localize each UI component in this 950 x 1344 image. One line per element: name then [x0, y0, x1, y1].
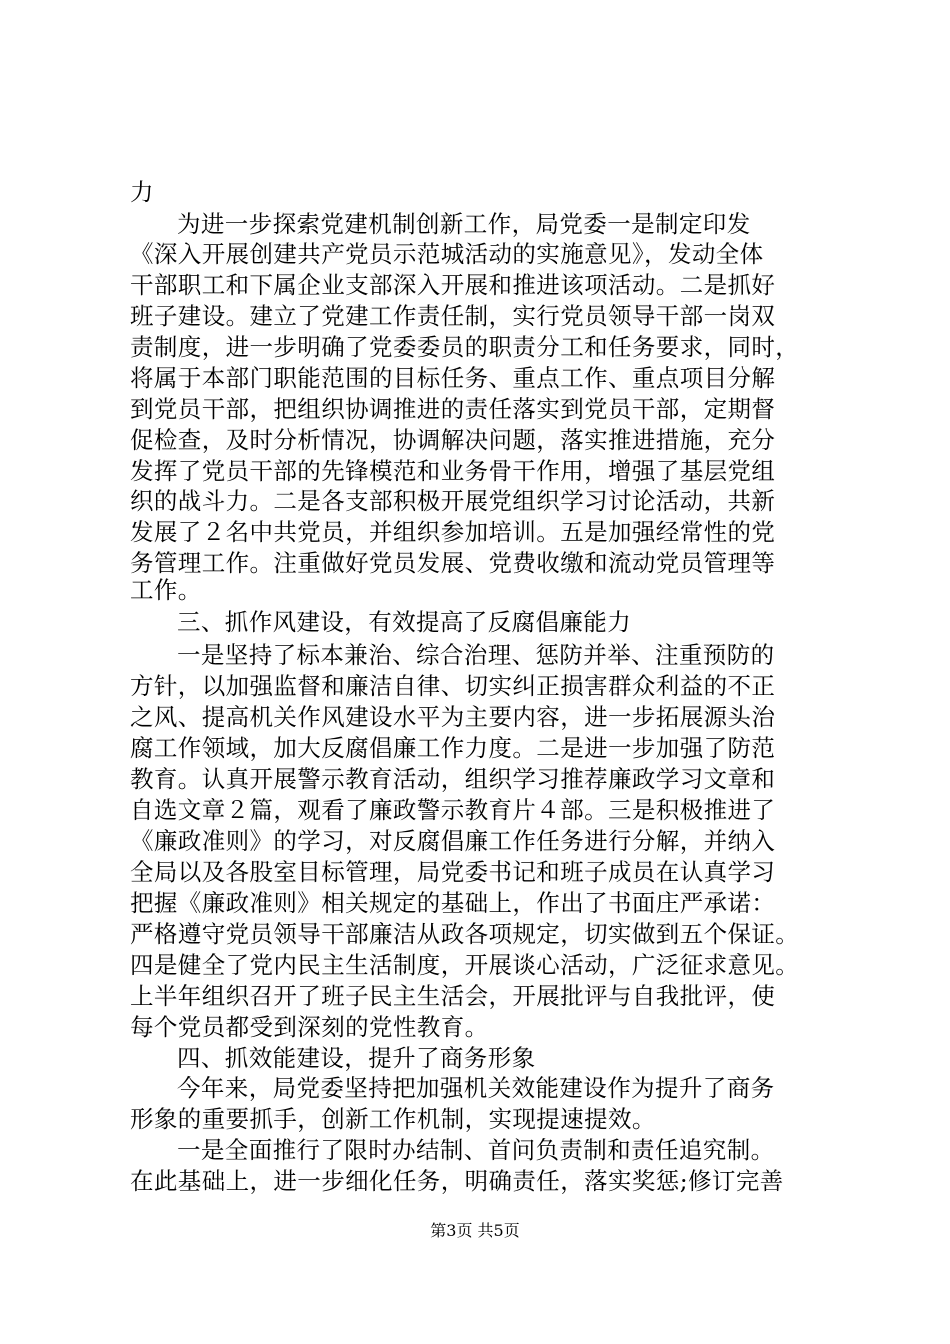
text-line: 自选文章２篇，观看了廉政警示教育片４部。三是积极推进了: [130, 796, 776, 824]
text-line: 发展了２名中共党员，并组织参加培训。五是加强经常性的党: [130, 518, 776, 546]
page-number-footer: 第3页 共5页: [430, 1221, 520, 1240]
text-line: 干部职工和下属企业支部深入开展和推进该项活动。二是抓好: [130, 271, 776, 299]
text-line: 一是全面推行了限时办结制、首问负责制和责任追究制。: [177, 1136, 775, 1164]
text-line: 严格遵守党员领导干部廉洁从政各项规定，切实做到五个保证。: [130, 920, 800, 948]
text-line: 一是坚持了标本兼治、综合治理、惩防并举、注重预防的: [177, 641, 775, 669]
text-line: 为进一步探索党建机制创新工作，局党委一是制定印发: [177, 210, 751, 238]
section-heading: 三、抓作风建设，有效提高了反腐倡廉能力: [177, 608, 632, 636]
text-line: 之风、提高机关作风建设水平为主要内容，进一步拓展源头治: [130, 703, 776, 731]
text-line: 工作。: [130, 576, 202, 604]
text-line: 班子建设。建立了党建工作责任制，实行党员领导干部一岗双: [130, 302, 776, 330]
text-line: 《廉政准则》的学习，对反腐倡廉工作任务进行分解，并纳入: [130, 827, 776, 855]
text-line: 责制度，进一步明确了党委委员的职责分工和任务要求，同时，: [130, 333, 800, 361]
section-heading: 四、抓效能建设，提升了商务形象: [177, 1044, 536, 1072]
text-line: 促检查，及时分析情况，协调解决问题，落实推进措施，充分: [130, 426, 776, 454]
text-line: 全局以及各股室目标管理，局党委书记和班子成员在认真学习: [130, 858, 776, 886]
text-line: 上半年组织召开了班子民主生活会，开展批评与自我批评，使: [130, 982, 776, 1010]
text-line: 教育。认真开展警示教育活动，组织学习推荐廉政学习文章和: [130, 765, 776, 793]
text-line: 织的战斗力。二是各支部积极开展党组织学习讨论活动，共新: [130, 487, 776, 515]
text-line: 今年来，局党委坚持把加强机关效能建设作为提升了商务: [177, 1074, 775, 1102]
text-line: 每个党员都受到深刻的党性教育。: [130, 1013, 489, 1041]
text-line: 在此基础上，进一步细化任务，明确责任，落实奖惩;修订完善: [130, 1167, 784, 1195]
text-line: 力: [130, 178, 154, 206]
text-line: 到党员干部，把组织协调推进的责任落实到党员干部，定期督: [130, 395, 776, 423]
text-line: 四是健全了党内民主生活制度，开展谈心活动，广泛征求意见。: [130, 951, 800, 979]
text-line: 方针，以加强监督和廉洁自律、切实纠正损害群众利益的不正: [130, 672, 776, 700]
text-line: 将属于本部门职能范围的目标任务、重点工作、重点项目分解: [130, 364, 776, 392]
text-line: 形象的重要抓手，创新工作机制，实现提速提效。: [130, 1105, 656, 1133]
text-line: 发挥了党员干部的先锋模范和业务骨干作用，增强了基层党组: [130, 457, 776, 485]
text-line: 《深入开展创建共产党员示范城活动的实施意见》，发动全体: [130, 240, 764, 268]
text-line: 腐工作领域，加大反腐倡廉工作力度。二是进一步加强了防范: [130, 734, 776, 762]
text-line: 务管理工作。注重做好党员发展、党费收缴和流动党员管理等: [130, 549, 776, 577]
text-line: 把握《廉政准则》相关规定的基础上，作出了书面庄严承诺：: [130, 889, 776, 917]
